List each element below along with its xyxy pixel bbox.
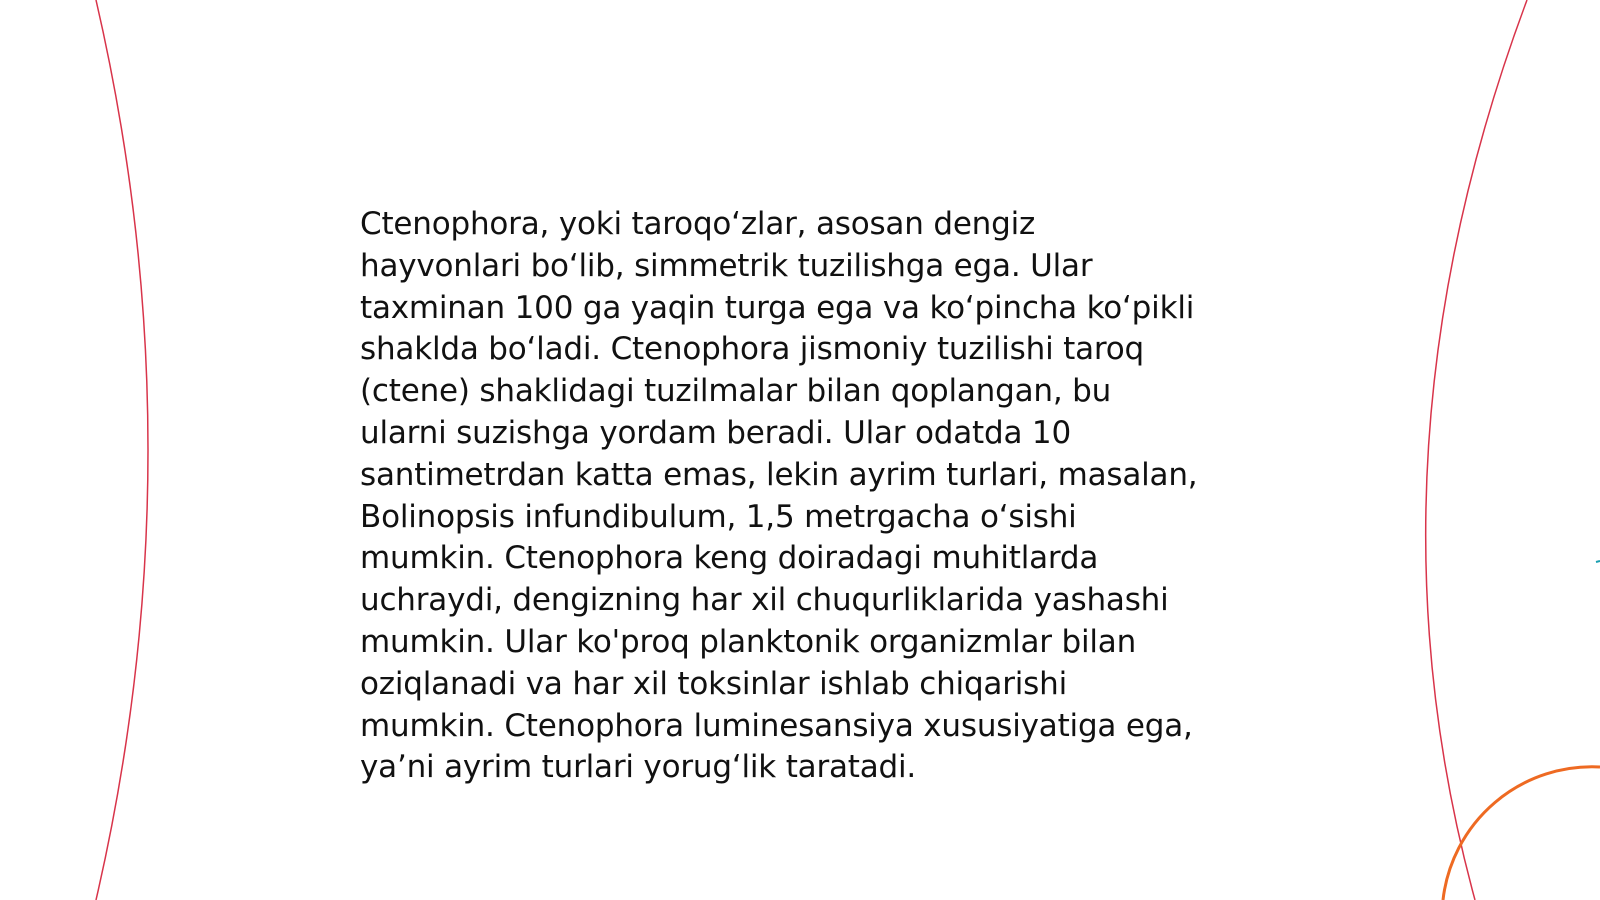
paragraph-line: ya’ni ayrim turlari yorug‘lik taratadi. <box>360 749 917 786</box>
paragraph-line: ularni suzishga yordam beradi. Ular odatda 10 <box>360 414 1071 451</box>
paragraph-line: mumkin. Ular ko'proq planktonik organizmlar bilan <box>360 623 1137 660</box>
left-red-arc <box>96 0 148 900</box>
paragraph-line: mumkin. Ctenophora keng doiradagi muhitlarda <box>360 540 1099 577</box>
orange-circle-arc <box>1443 767 1600 900</box>
paragraph-line: shaklda bo‘ladi. Ctenophora jismoniy tuzilishi taroq <box>360 331 1145 368</box>
paragraph-line: santimetrdan katta emas, lekin ayrim turlari, masalan, <box>360 456 1198 493</box>
paragraph-line: oziqlanadi va har xil toksinlar ishlab chiqarishi <box>360 665 1067 702</box>
paragraph-line: Bolinopsis infundibulum, 1,5 metrgacha o‘sishi <box>360 498 1077 535</box>
paragraph-line: hayvonlari bo‘lib, simmetrik tuzilishga ega. Ular <box>360 247 1093 284</box>
teal-accent-mark <box>1596 561 1600 562</box>
paragraph-line: (ctene) shaklidagi tuzilmalar bilan qoplangan, bu <box>360 373 1112 410</box>
paragraph-line: mumkin. Ctenophora luminesansiya xususiyatiga ega, <box>360 707 1193 744</box>
right-red-arc <box>1426 0 1527 900</box>
paragraph-line: Ctenophora, yoki taroqo‘zlar, asosan dengiz <box>360 206 1036 242</box>
paragraph-line: taxminan 100 ga yaqin turga ega va ko‘pincha ko‘pikli <box>360 289 1195 326</box>
body-paragraph <box>360 204 1260 789</box>
paragraph-line: uchraydi, dengizning har xil chuqurliklarida yashashi <box>360 582 1169 619</box>
